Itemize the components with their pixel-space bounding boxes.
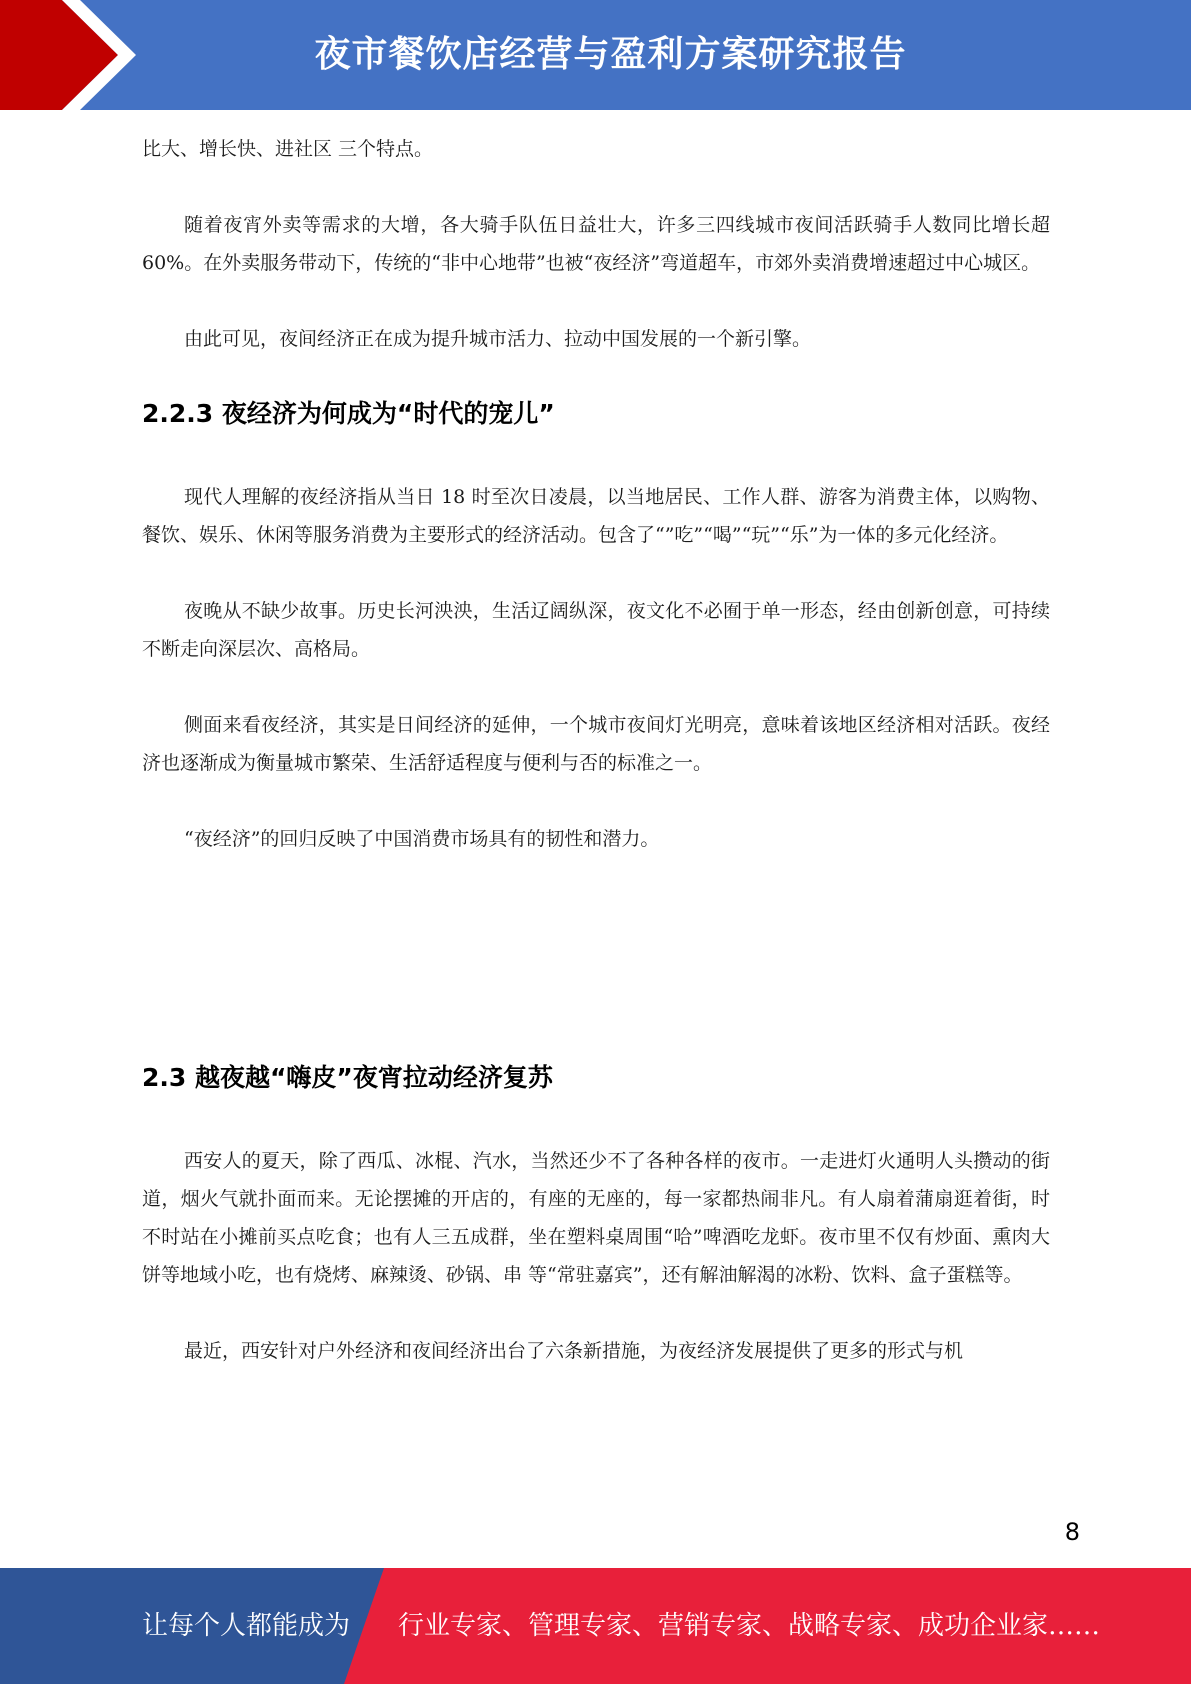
paragraph-xian-measures: 最近，西安针对户外经济和夜间经济出台了六条新措施，为夜经济发展提供了更多的形式与机	[184, 1340, 964, 1362]
footer-slogan-right: 行业专家、管理专家、营销专家、战略专家、成功企业家……	[398, 1611, 1101, 1641]
document-body	[142, 130, 1050, 1370]
paragraph-resilience: “夜经济”的回归反映了中国消费市场具有的韧性和潜力。	[184, 828, 660, 850]
paragraph-takeout-riders: 随着夜宵外卖等需求的大增，各大骑手队伍日益壮大，许多三四线城市夜间活跃骑手人数同比增长超 60%。在外卖服务带动下，传统的“非中心地带”也被“夜经济”弯道超车，市郊外卖消费增速超过中心城区。	[142, 214, 1050, 274]
paragraph-extension-of-day-economy: 侧面来看夜经济，其实是日间经济的延伸，一个城市夜间灯光明亮，意味着该地区经济相对活跃。夜经济也逐渐成为衡量城市繁荣、生活舒适程度与便利与否的标准之一。	[142, 714, 1050, 774]
paragraph-night-economy-definition: 现代人理解的夜经济指从当日 18 时至次日凌晨，以当地居民、工作人群、游客为消费主体，以购物、餐饮、娱乐、休闲等服务消费为主要形式的经济活动。包含了“”吃”“喝”“玩”“乐”为一体的多元化经济。	[142, 486, 1050, 546]
page-footer	[0, 1568, 1191, 1684]
paragraph-night-stories: 夜晚从不缺少故事。历史长河泱泱，生活辽阔纵深，夜文化不必囿于单一形态，经由创新创意，可持续不断走向深层次、高格局。	[142, 600, 1050, 660]
report-title: 夜市餐饮店经营与盈利方案研究报告	[314, 34, 907, 75]
section-heading-2-3: 2.3 越夜越“嗨皮”夜宵拉动经济复苏	[142, 1063, 553, 1092]
paragraph-new-engine: 由此可见，夜间经济正在成为提升城市活力、拉动中国发展的一个新引擎。	[184, 328, 812, 350]
page-header	[0, 0, 1191, 110]
section-heading-2-2-3: 2.2.3 夜经济为何成为“时代的宠儿”	[142, 399, 555, 428]
footer-slogan-left: 让每个人都能成为	[142, 1611, 351, 1641]
paragraph-intro-fragment: 比大、增长快、进社区 三个特点。	[142, 138, 434, 160]
page-number: 8	[1064, 1518, 1080, 1546]
header-arrow-decoration	[0, 0, 150, 110]
paragraph-xian-summer: 西安人的夏天，除了西瓜、冰棍、汽水，当然还少不了各种各样的夜市。一走进灯火通明人头攒动的街道，烟火气就扑面而来。无论摆摊的开店的，有座的无座的，每一家都热闹非凡。有人扇着蒲扇逛着街，时不时站在小摊前买点吃食；也有人三五成群，坐在塑料桌周围“哈”啤酒吃龙虾。夜市里不仅有炒面、熏肉大饼等地域小吃，也有烧烤、麻辣烫、砂锅、串 等“常驻嘉宾”，还有解油解渴的冰粉、饮料、盒子蛋糕等。	[142, 1150, 1050, 1286]
